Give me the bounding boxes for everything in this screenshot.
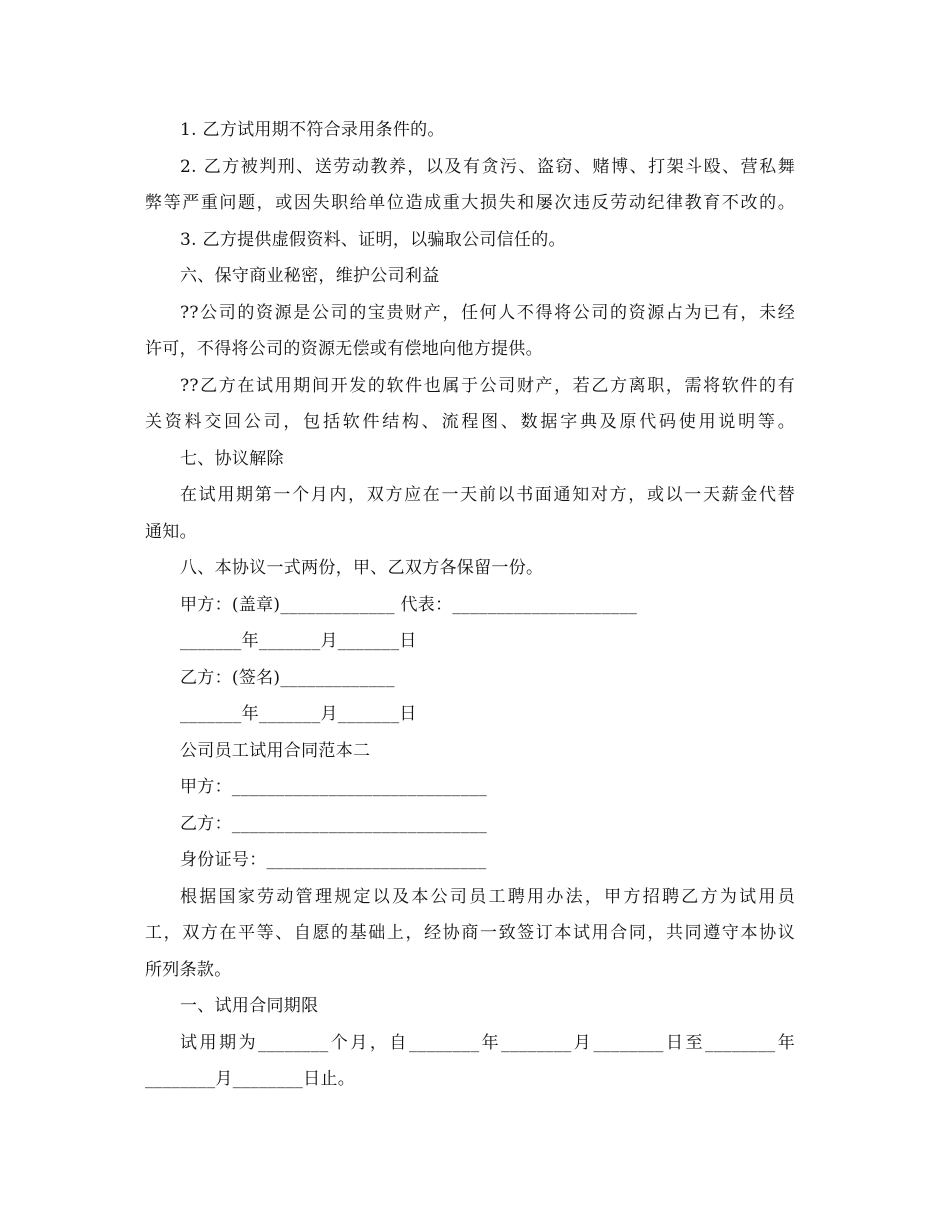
section-heading: 八、本协议一式两份，甲、乙双方各保留一份。 [180, 558, 544, 578]
term-line: 试用期为________个月，自________年________月________日至________年 [180, 1033, 795, 1053]
party-a-field: 甲方：_____________________________ [180, 777, 488, 797]
clause-line: 2. 乙方被判刑、送劳动教养，以及有贪污、盗窃、赌博、打架斗殴、营私舞 [180, 157, 795, 177]
term-line: ________月________日止。 [145, 1069, 355, 1089]
party-b-field: 乙方：_____________________________ [180, 814, 488, 834]
date-line: _______年_______月_______日 [180, 631, 417, 651]
clause-line: ??公司的资源是公司的宝贵财产，任何人不得将公司的资源占为已有，未经 [180, 303, 795, 323]
section-heading: 七、协议解除 [180, 449, 284, 469]
clause-line: 通知。 [145, 522, 197, 542]
body-line: 工，双方在平等、自愿的基础上，经协商一致签订本试用合同，共同遵守本协议 [145, 923, 795, 943]
clause-line: 在试用期第一个月内，双方应在一天前以书面通知对方，或以一天薪金代替 [180, 485, 795, 505]
section-heading: 一、试用合同期限 [180, 996, 319, 1016]
clause-line: ??乙方在试用期间开发的软件也属于公司财产，若乙方离职，需将软件的有 [180, 376, 795, 396]
clause-line: 3. 乙方提供虚假资料、证明，以骗取公司信任的。 [180, 230, 566, 250]
clause-line: 1. 乙方试用期不符合录用条件的。 [180, 120, 445, 140]
date-line: _______年_______月_______日 [180, 704, 417, 724]
clause-line: 关资料交回公司，包括软件结构、流程图、数据字典及原代码使用说明等。 [145, 412, 795, 432]
signature-line-party-a: 甲方：(盖章)_____________ 代表：_____________________ [180, 595, 638, 615]
signature-line-party-b: 乙方：(签名)_____________ [180, 668, 395, 688]
clause-line: 许可，不得将公司的资源无偿或有偿地向他方提供。 [145, 339, 543, 359]
id-number-field: 身份证号：_________________________ [180, 850, 487, 870]
body-line: 所列条款。 [145, 960, 232, 980]
clause-line: 弊等严重问题，或因失职给单位造成重大损失和屡次违反劳动纪律教育不改的。 [145, 193, 795, 213]
contract-title: 公司员工试用合同范本二 [180, 741, 371, 761]
section-heading: 六、保守商业秘密，维护公司利益 [180, 266, 440, 286]
body-line: 根据国家劳动管理规定以及本公司员工聘用办法，甲方招聘乙方为试用员 [180, 887, 795, 907]
